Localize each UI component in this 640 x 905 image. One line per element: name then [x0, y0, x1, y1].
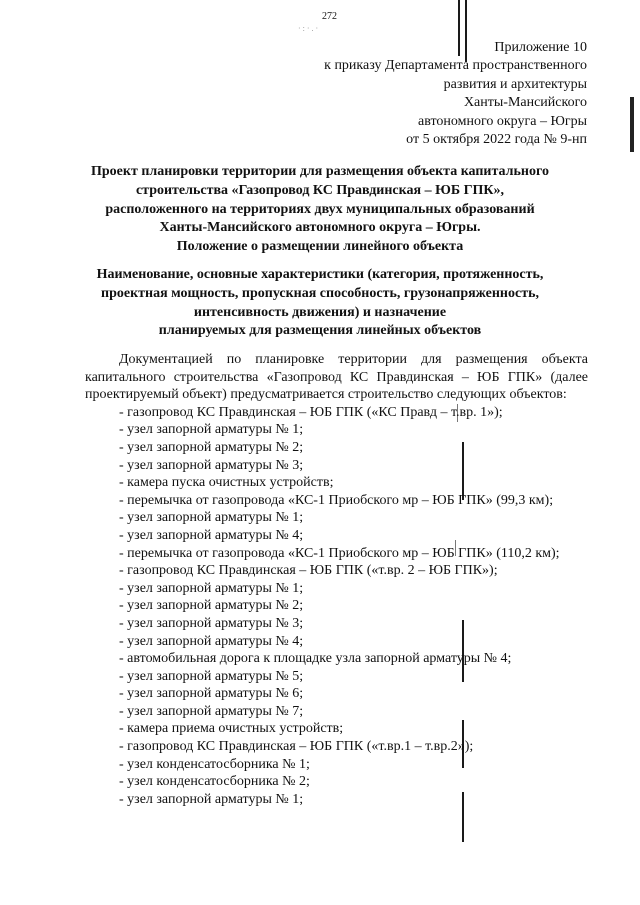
list-item: - камера пуска очистных устройств; — [119, 475, 334, 491]
intro-paragraph: Документацией по планировке территории для размещения объекта капитального строительства «Газопровод КС Правдинская – ЮБ ГПК» (далее проектируемый объект) предусматривается строительство следующих объектов: — [85, 352, 588, 403]
list-item: - узел запорной арматуры № 2; — [119, 439, 304, 455]
list-item: - узел запорной арматуры № 1; — [119, 580, 304, 596]
list-item: - перемычка от газопровода «КС-1 Приобского мр – ЮБ ГПК» (99,3 км); — [119, 492, 554, 508]
list-item: - узел запорной арматуры № 4; — [119, 527, 304, 543]
scan-edge-mark — [630, 97, 634, 152]
list-item: - узел запорной арматуры № 5; — [119, 668, 304, 684]
title-line: Проект планировки территории для размещения объекта капитального — [90, 164, 550, 179]
approval-line: автономного округа – Югры — [418, 113, 587, 129]
title-line: расположенного на территориях двух муниципальных образований — [105, 201, 535, 217]
approval-line: развития и архитектуры — [443, 76, 587, 92]
list-item: - узел запорной арматуры № 6; — [119, 686, 304, 702]
list-item: - узел конденсатосборника № 1; — [119, 756, 310, 772]
heading-line: планируемых для размещения линейных объектов — [158, 323, 482, 339]
list-item: - газопровод КС Правдинская – ЮБ ГПК («т.вр. 2 – ЮБ ГПК»); — [119, 563, 498, 579]
list-item: - газопровод КС Правдинская – ЮБ ГПК («т.вр.1 – т.вр.2»); — [119, 739, 474, 755]
list-item: - узел запорной арматуры № 7; — [119, 703, 304, 719]
list-item: - газопровод КС Правдинская – ЮБ ГПК («КС Правд – т.вр. 1»); — [119, 404, 503, 420]
list-item: - камера приема очистных устройств; — [119, 721, 344, 737]
list-item: - узел конденсатосборника № 2; — [119, 774, 310, 790]
intro — [85, 351, 588, 404]
heading-line: Наименование, основные характеристики (категория, протяженность, — [96, 267, 544, 282]
heading-line: интенсивность движения) и назначение — [193, 304, 447, 320]
list-item: - узел запорной арматуры № 1; — [119, 422, 304, 438]
list-item: - узел запорной арматуры № 1; — [119, 791, 304, 807]
heading-line: проектная мощность, пропускная способность, грузонапряженность, — [101, 285, 539, 301]
scan-noise: ·:·.· — [298, 24, 321, 33]
list-item: - узел запорной арматуры № 3; — [119, 457, 304, 473]
approval-stamp — [324, 39, 587, 149]
section-heading — [60, 266, 580, 341]
list-item: - узел запорной арматуры № 2; — [119, 598, 304, 614]
approval-line: Приложение 10 — [494, 40, 587, 55]
list-item: - узел запорной арматуры № 1; — [119, 510, 304, 526]
document-body — [85, 351, 588, 808]
approval-line: к приказу Департамента пространственного — [324, 58, 587, 74]
approval-line: от 5 октября 2022 года № 9-нп — [406, 132, 587, 148]
list-item: - узел запорной арматуры № 3; — [119, 615, 304, 631]
list-item: - автомобильная дорога к площадке узла запорной арматуры № 4; — [119, 651, 512, 667]
object-list — [85, 404, 588, 809]
title-line: Ханты-Мансийского автономного округа – Югры. — [159, 220, 481, 236]
list-item: - перемычка от газопровода «КС-1 Приобского мр – ЮБ ГПК» (110,2 км); — [119, 545, 560, 561]
approval-line: Ханты-Мансийского — [463, 95, 587, 111]
document-title — [60, 163, 580, 257]
title-line: Положение о размещении линейного объекта — [176, 239, 464, 255]
page-number: 272 — [322, 11, 337, 22]
list-item: - узел запорной арматуры № 4; — [119, 633, 304, 649]
title-line: строительства «Газопровод КС Правдинская – ЮБ ГПК», — [135, 182, 505, 198]
